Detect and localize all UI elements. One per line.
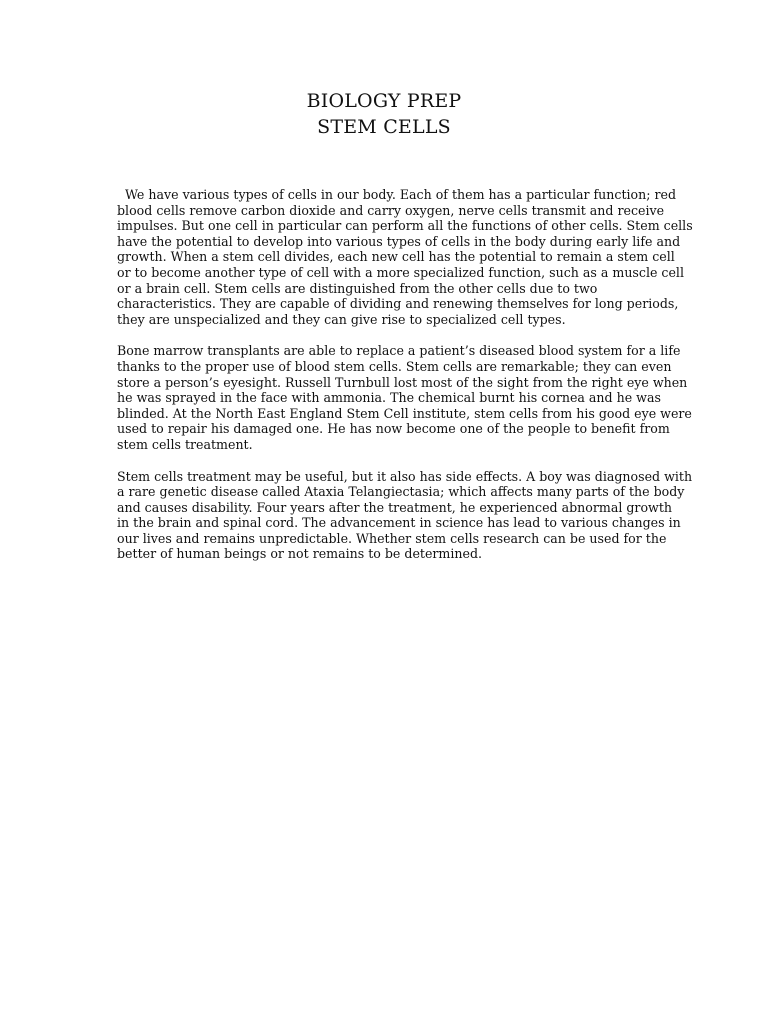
title-line-2: STEM CELLS <box>317 116 451 138</box>
paragraph-line: Stem cells treatment may be useful, but it also has side effects. A boy was diagnosed with <box>117 468 693 484</box>
paragraph-line: impulses. But one cell in particular can perform all the functions of other cells. Stem cells <box>117 218 693 234</box>
document-title <box>0 88 768 140</box>
paragraph-line: stem cells treatment. <box>117 436 253 452</box>
paragraph-line: used to repair his damaged one. He has now become one of the people to benefit from <box>117 421 670 437</box>
paragraph-line: characteristics. They are capable of dividing and renewing themselves for long periods, <box>117 296 679 312</box>
paragraph-line: a rare genetic disease called Ataxia Telangiectasia; which affects many parts of the body <box>117 484 685 500</box>
paragraph-3 <box>117 468 693 563</box>
paragraph-line: growth. When a stem cell divides, each new cell has the potential to remain a stem cell <box>117 249 675 265</box>
paragraph-line: our lives and remains unpredictable. Whether stem cells research can be used for the <box>117 530 667 546</box>
document-body <box>117 187 693 578</box>
paragraph-line: blinded. At the North East England Stem Cell institute, stem cells from his good eye were <box>117 405 692 421</box>
paragraph-line: he was sprayed in the face with ammonia. The chemical burnt his cornea and he was <box>117 390 661 406</box>
paragraph-line: blood cells remove carbon dioxide and carry oxygen, nerve cells transmit and receive <box>117 202 665 218</box>
paragraph-line: store a person’s eyesight. Russell Turnbull lost most of the sight from the right eye when <box>117 374 688 390</box>
paragraph-line: they are unspecialized and they can give rise to specialized cell types. <box>117 311 566 327</box>
paragraph-line: Bone marrow transplants are able to replace a patient’s diseased blood system for a life <box>117 343 681 359</box>
paragraph-line: and causes disability. Four years after the treatment, he experienced abnormal growth <box>117 499 672 515</box>
paragraph-line: have the potential to develop into various types of cells in the body during early life and <box>117 233 681 249</box>
paragraph-line: or to become another type of cell with a more specialized function, such as a muscle cell <box>117 264 684 280</box>
paragraph-line: in the brain and spinal cord. The advancement in science has lead to various changes in <box>117 515 681 531</box>
paragraph-2 <box>117 343 692 452</box>
title-line-1: BIOLOGY PREP <box>306 90 462 112</box>
paragraph-line: thanks to the proper use of blood stem cells. Stem cells are remarkable; they can even <box>117 358 672 374</box>
paragraph-line: We have various types of cells in our body. Each of them has a particular function; red <box>117 187 677 202</box>
paragraph-line: or a brain cell. Stem cells are distinguished from the other cells due to two <box>117 280 598 296</box>
paragraph-line: better of human beings or not remains to be determined. <box>117 546 483 562</box>
paragraph-1 <box>117 187 693 327</box>
